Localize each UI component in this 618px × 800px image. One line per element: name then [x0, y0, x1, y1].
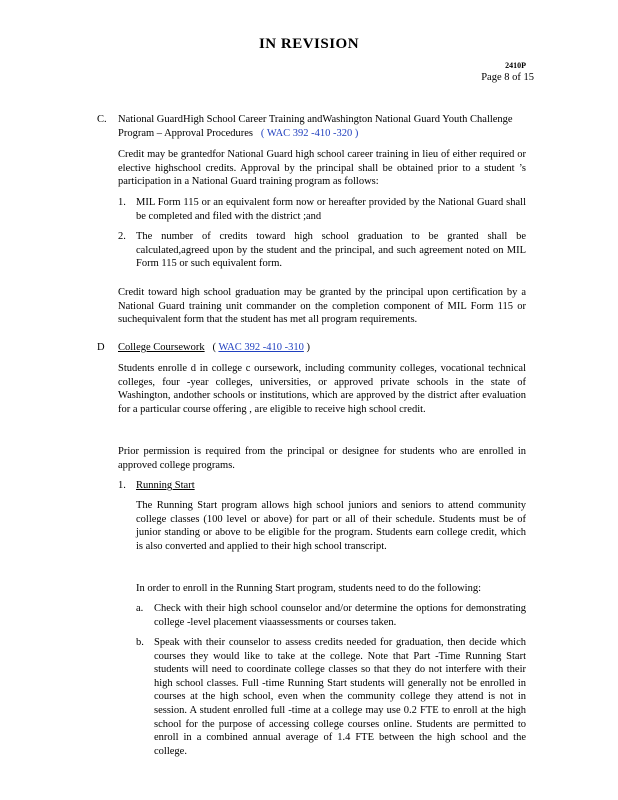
section-c-letter: C. [97, 114, 107, 125]
section-c-item-2: The number of credits toward high school graduation to be granted shall be calculated,agreed upon by the student and the principal, and such agreement noted on MIL Form 115 or such equivalent form. [136, 231, 526, 270]
section-d-title: College Coursework [118, 342, 205, 353]
section-d-para-1: Students enrolle d in college c oursework, including community colleges, vocational technical colleges, four -year colleges, universities, or approved private schools in the state of Washington, andother schools or institutions, which are approved by the district after evaluation for a particular course offering , are eligible to receive high school credit. [118, 363, 526, 415]
running-start-para-2: In order to enroll in the Running Start program, students need to do the following: [136, 583, 481, 594]
step-b-text: Speak with their counselor to assess credits needed for graduation, then decide which courses they would like to take at the college. Note that Part -Time Running Start students will need to coordinate college classes so that they do not interfere with their high school classes. Full -time Running Start students will generally not be enrolled in courses at the high school, even when the community college they attend is not in session. A student enrolled full -time at a college may use 0.2 FTE to enroll at the high school for the purpose of accessing college courses online. Students are permitted to enroll in a combined annual average of 1.4 FTE between the high school and the college. [154, 637, 526, 757]
section-d-wac-open: ( [212, 342, 216, 353]
section-c-item-1-number: 1. [118, 197, 126, 208]
page-title: IN REVISION [258, 36, 360, 52]
section-d-wac-close: ) [306, 342, 311, 353]
running-start-heading: Running Start [136, 480, 195, 491]
running-start-para-1: The Running Start program allows high school juniors and seniors to attend community college classes (100 level or above) for part or all of their schedule. Students must be of junior standing or above to be eligible for the program. Students earn college credit, which is also converted and applied to their high school transcript. [136, 500, 526, 552]
step-a-text: Check with their high school counselor and/or determine the options for demonstrating college -level placement viaassessments or courses taken. [154, 603, 526, 628]
section-d-heading [118, 341, 526, 355]
section-c-item-1: MIL Form 115 or an equivalent form now or hereafter provided by the National Guard shall be completed and filed with the district ;and [136, 197, 526, 222]
step-a-letter: a. [136, 603, 144, 614]
section-c-intro: Credit may be grantedfor National Guard high school career training in lieu of either required or elective highschool credits. Approval by the principal shall be obtained prior to a student ’s participation in a National Guard training program as follows: [118, 149, 526, 188]
running-start-number: 1. [118, 480, 126, 491]
page-number: Page 8 of 15 [481, 72, 534, 83]
section-c-title: National GuardHigh School Career Training andWashington National Guard Youth Challenge Program – Approval Procedures [118, 114, 513, 139]
section-c-wac-link[interactable]: ( WAC 392 -410 -320 ) [260, 127, 359, 139]
section-d-letter: D [97, 342, 105, 353]
section-d-wac-link[interactable]: WAC 392 -410 -310 [218, 342, 304, 353]
step-b-letter: b. [136, 637, 144, 648]
section-d-para-2: Prior permission is required from the principal or designee for students who are enrolled in approved college programs. [118, 446, 526, 471]
section-c-item-2-number: 2. [118, 231, 126, 242]
policy-code: 2410P [505, 61, 526, 70]
section-c-heading [118, 113, 526, 140]
section-c-closing: Credit toward high school graduation may be granted by the principal upon certification by a National Guard training unit commander on the completion component of MIL Form 115 or suchequivalent form that the student has met all program requirements. [118, 287, 526, 326]
